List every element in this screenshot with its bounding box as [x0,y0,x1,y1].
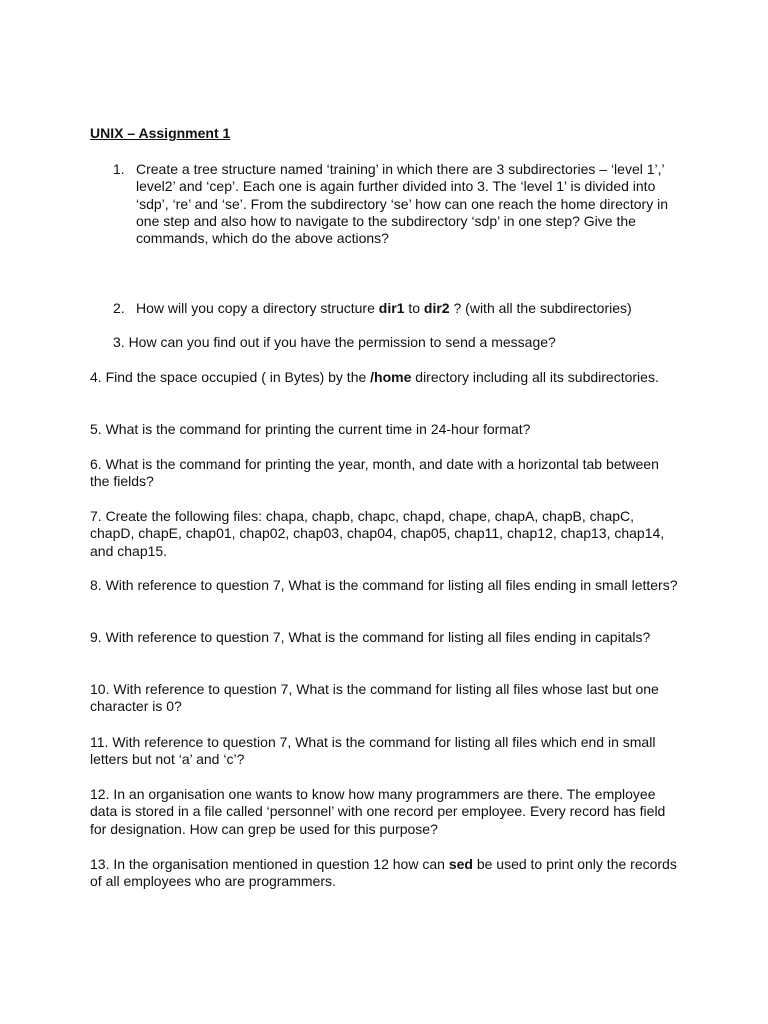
document-title: UNIX – Assignment 1 [90,125,231,141]
question-2 [113,300,673,317]
question-text-part: ? (with all the subdirectories) [449,300,632,316]
question-text: 3. How can you find out if you have the permission to send a message? [113,334,556,350]
question-4 [90,369,680,386]
question-text-part: directory including all its subdirectories. [411,369,659,385]
question-11 [90,734,680,769]
question-text: 9. With reference to question 7, What is the command for listing all files ending in capitals? [90,629,651,645]
command-term: dir2 [423,300,450,316]
question-number: 2. [113,300,125,316]
question-6 [90,456,680,491]
question-text: 10. With reference to question 7, What is the command for listing all files whose last but one character is 0? [90,681,659,715]
question-text-part: be used to print only the records of all employees who are programmers. [90,856,677,890]
question-text: 12. In an organisation one wants to know how many programmers are there. The employee data is stored in a file called ‘personnel’ with one record per employee. Every record has field for designation. How can grep be used for this purpose? [90,786,666,837]
question-text-part: 13. In the organisation mentioned in question 12 how can [90,856,449,872]
question-text-part: to [404,300,424,316]
question-7 [90,508,680,560]
question-text-part: How will you copy a directory structure [136,300,379,316]
question-1 [113,161,673,247]
question-9 [90,629,680,646]
command-term: dir1 [378,300,405,316]
question-text: 6. What is the command for printing the year, month, and date with a horizontal tab between the fields? [90,456,659,490]
question-3 [113,334,673,351]
question-10 [90,681,680,716]
command-term: sed [448,856,473,872]
question-text: 8. With reference to question 7, What is the command for listing all files ending in small letters? [90,577,678,593]
question-12 [90,786,680,838]
question-text: 5. What is the command for printing the current time in 24-hour format? [90,421,531,437]
question-text: Create a tree structure named ‘training’ in which there are 3 subdirectories – ‘level 1’,’ level2’ and ‘cep’. Each one is again further divided into 3. The ‘level 1’ is divided into ‘sdp’, ‘re’ and ‘se’. From the subdirectory ‘se’ how can one reach the home directory in one step and also how to navigate to the subdirectory ‘sdp’ in one step? Give the commands, which do the above actions? [136,161,668,247]
question-13 [90,856,680,891]
question-number: 1. [113,161,125,177]
question-text [113,300,673,317]
question-text: 7. Create the following files: chapa, chapb, chapc, chapd, chape, chapA, chapB, chapC, chapD, chapE, chap01, chap02, chap03, chap04, chap05, chap11, chap12, chap13, chap14, and chap15. [90,508,665,559]
question-text-part: 4. Find the space occupied ( in Bytes) by the [90,369,371,385]
question-8 [90,577,680,594]
command-term: /home [370,369,412,385]
question-text: 11. With reference to question 7, What is the command for listing all files which end in small letters but not ‘a’ and ‘c’? [90,734,656,768]
question-5 [90,421,680,438]
